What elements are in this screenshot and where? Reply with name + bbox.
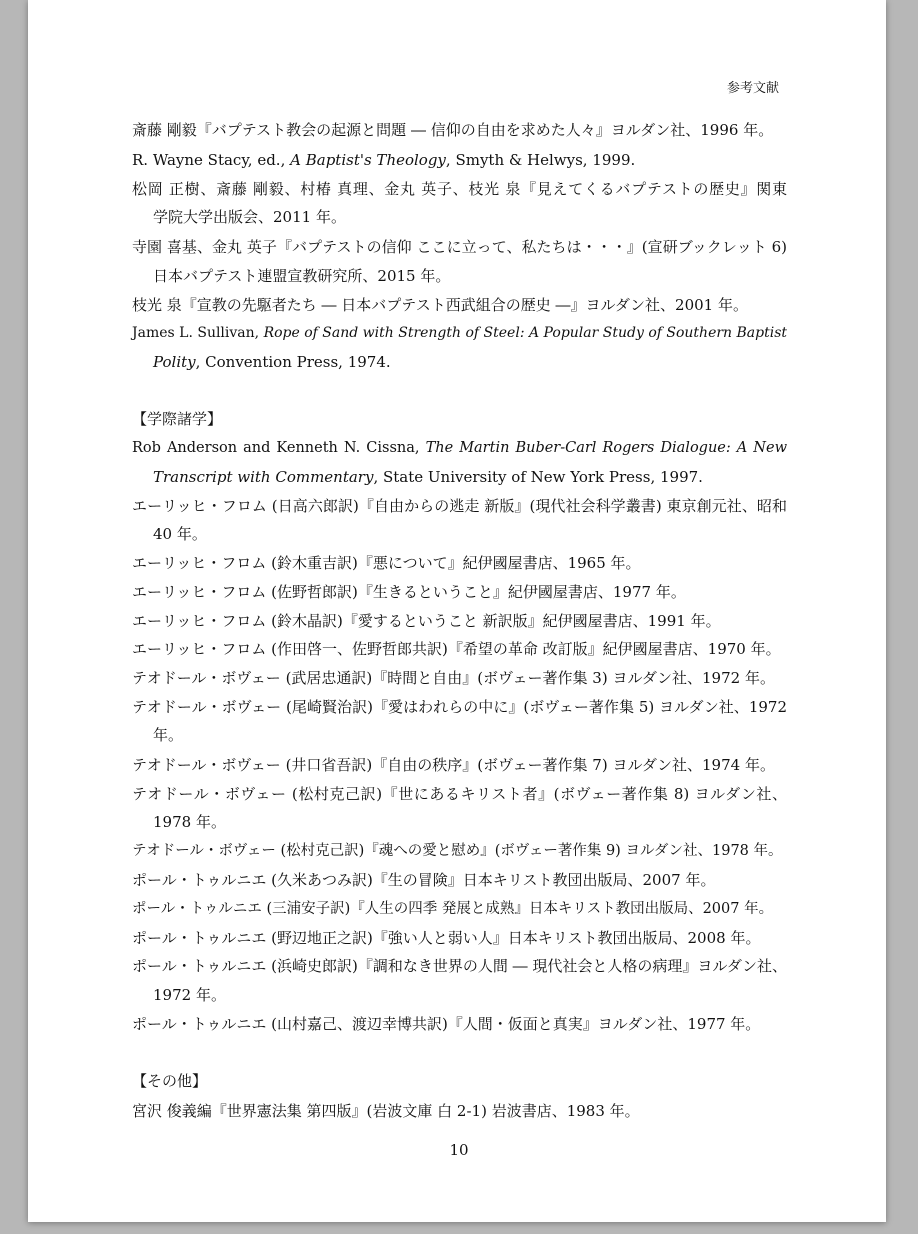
bibliography-entry: 宮沢 俊義編『世界憲法集 第四版』(岩波文庫 白 2-1) 岩波書店、1983 年。 [132,1102,640,1120]
bibliography-entry: 寺園 喜基、金丸 英子『バプテストの信仰 ここに立って、私たちは・・・』(宣研ブックレット 6) [132,238,787,256]
bibliography-entry: ポール・トゥルニエ (野辺地正之訳)『強い人と弱い人』日本キリスト教団出版局、2008 年。 [132,929,761,947]
bibliography-entry: 松岡 正樹、斎藤 剛毅、村椿 真理、金丸 英子、枝光 泉『見えてくるバプテストの歴史』関東 [132,180,787,198]
section-heading: 【学際諸学】 [132,410,223,428]
book-title: A Baptist's Theology [290,151,446,169]
book-title: Transcript with Commentary [153,468,374,486]
entry-text: , State University of New York Press, 1997. [373,468,703,486]
entry-text: Rob Anderson and Kenneth N. Cissna, [132,440,426,456]
bibliography-entry-continued: 40 年。 [153,525,207,543]
bibliography-entry-continued: 年。 [153,726,184,744]
bibliography-entry: テオドール・ボヴェー (尾崎賢治訳)『愛はわれらの中に』(ボヴェー著作集 5) ヨルダン社、1972 [132,698,787,716]
bibliography-entry: テオドール・ボヴェー (武居忠通訳)『時間と自由』(ボヴェー著作集 3) ヨルダン社、1972 年。 [132,669,775,687]
bibliography-entry: テオドール・ボヴェー (松村克己訳)『魂への愛と慰め』(ボヴェー著作集 9) ヨルダン社、1978 年。 [132,843,783,859]
bibliography-entry-continued: 1978 年。 [153,813,226,831]
bibliography-entry-continued: 学院大学出版会、2011 年。 [153,208,346,226]
bibliography-entry [132,438,787,458]
section-heading: 【その他】 [132,1072,208,1090]
book-title: Polity [153,353,196,371]
bibliography-entry: テオドール・ボヴェー (井口省吾訳)『自由の秩序』(ボヴェー著作集 7) ヨルダン社、1974 年。 [132,756,775,774]
bibliography-entry: ポール・トゥルニエ (山村嘉己、渡辺幸博共訳)『人間・仮面と真実』ヨルダン社、1977 年。 [132,1015,761,1033]
bibliography-entry: テオドール・ボヴェー (松村克己訳)『世にあるキリスト者』(ボヴェー著作集 8) ヨルダン社、 [132,785,787,803]
bibliography-entry: ポール・トゥルニエ (久米あつみ訳)『生の冒険』日本キリスト教団出版局、2007 年。 [132,871,716,889]
book-title: The Martin Buber-Carl Rogers Dialogue: A New [425,440,787,456]
bibliography-entry: エーリッヒ・フロム (鈴木重吉訳)『悪について』紀伊國屋書店、1965 年。 [132,554,641,572]
entry-text: R. Wayne Stacy, ed., [132,151,291,169]
bibliography-entry-continued: 1972 年。 [153,986,226,1004]
page-number: 10 [449,1141,469,1159]
bibliography-entry: エーリッヒ・フロム (日高六郎訳)『自由からの逃走 新版』(現代社会科学叢書) 東京創元社、昭和 [132,497,787,515]
bibliography-entry: 斎藤 剛毅『バプテスト教会の起源と問題 ― 信仰の自由を求めた人々』ヨルダン社、1996 年。 [132,121,774,139]
bibliography-entry: ポール・トゥルニエ (浜崎史郎訳)『調和なき世界の人間 ― 現代社会と人格の病理』ヨルダン社、 [132,957,787,975]
entry-text: , Convention Press, 1974. [195,353,391,371]
book-title: Rope of Sand with Strength of Steel: A Popular Study of Southern Baptist [263,325,788,341]
bibliography-entry: エーリッヒ・フロム (作田啓一、佐野哲郎共訳)『希望の革命 改訂版』紀伊國屋書店、1970 年。 [132,640,781,658]
bibliography-entry-continued [153,467,703,487]
bibliography-entry [132,323,787,343]
entry-text: James L. Sullivan, [132,325,264,341]
bibliography-entry [132,150,635,170]
bibliography-entry: エーリッヒ・フロム (佐野哲郎訳)『生きるということ』紀伊國屋書店、1977 年。 [132,583,686,601]
bibliography-entry: エーリッヒ・フロム (鈴木晶訳)『愛するということ 新訳版』紀伊國屋書店、1991 年。 [132,612,721,630]
bibliography-entry-continued: 日本バプテスト連盟宣教研究所、2015 年。 [153,267,451,285]
running-header: 参考文献 [727,81,780,96]
bibliography-entry: ポール・トゥルニエ (三浦安子訳)『人生の四季 発展と成熟』日本キリスト教団出版局、2007 年。 [132,901,774,917]
entry-text: , Smyth & Helwys, 1999. [445,151,636,169]
bibliography-entry-continued [153,352,391,372]
bibliography-entry: 枝光 泉『宣教の先駆者たち ― 日本バプテスト西武組合の歴史 ―』ヨルダン社、2001 年。 [132,296,748,314]
